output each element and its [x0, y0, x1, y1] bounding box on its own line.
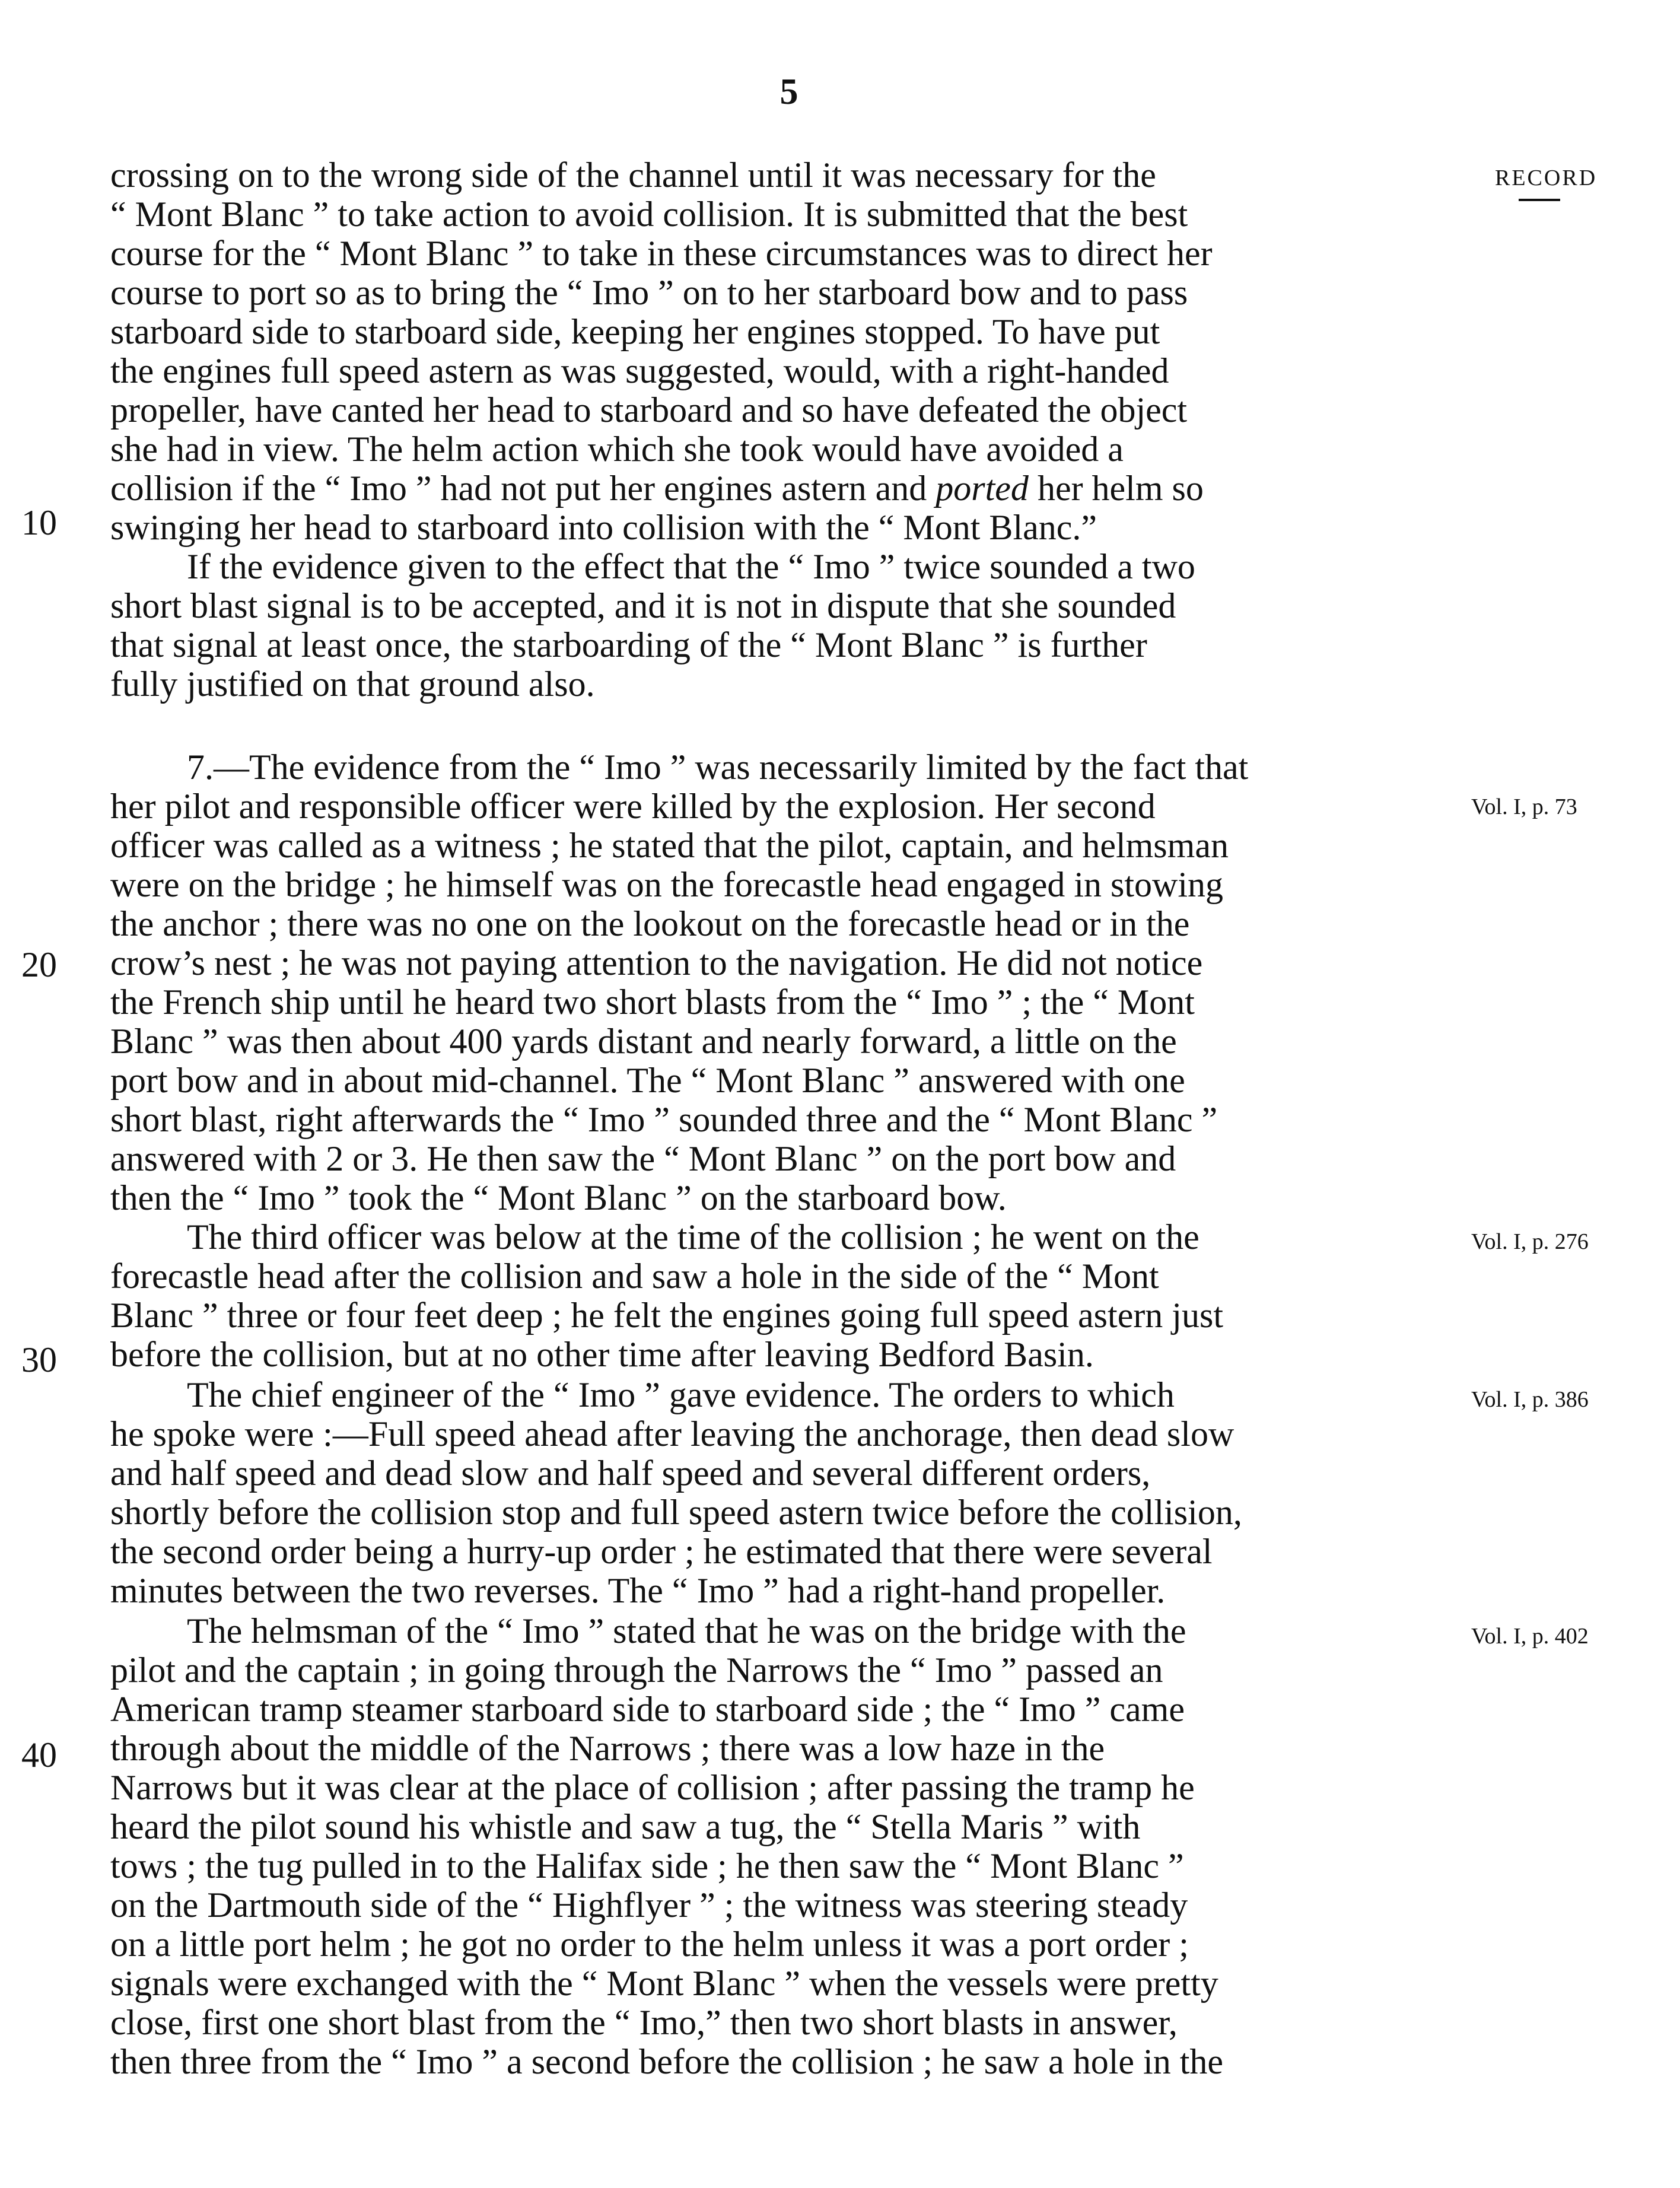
text-line: port bow and in about mid-channel. The “ Mont Blanc ” answered with one — [110, 1061, 1185, 1100]
text-line: and half speed and dead slow and half speed and several different orders, — [110, 1454, 1151, 1493]
text-line: pilot and the captain ; in going through the Narrows the “ Imo ” passed an — [110, 1650, 1163, 1690]
text-line: course for the “ Mont Blanc ” to take in these circumstances was to direct her — [110, 234, 1213, 273]
text-segment: her helm so — [1028, 469, 1204, 508]
text-line: minutes between the two reverses. The “ Imo ” had a right-hand propeller. — [110, 1571, 1166, 1610]
text-line: American tramp steamer starboard side to starboard side ; the “ Imo ” came — [110, 1690, 1185, 1729]
text-line: were on the bridge ; he himself was on the forecastle head engaged in stowing — [110, 865, 1224, 904]
text-line: propeller, have canted her head to starboard and so have defeated the object — [110, 390, 1188, 430]
text-line: then three from the “ Imo ” a second before the collision ; he saw a hole in the — [110, 2042, 1223, 2081]
text-line: her pilot and responsible officer were killed by the explosion. Her second — [110, 787, 1156, 826]
text-line: officer was called as a witness ; he stated that the pilot, captain, and helmsman — [110, 826, 1229, 865]
text-line: on a little port helm ; he got no order to the helm unless it was a port order ; — [110, 1925, 1189, 1964]
text-line: the second order being a hurry-up order ; he estimated that there were several — [110, 1532, 1213, 1571]
text-line: close, first one short blast from the “ Imo,” then two short blasts in answer, — [110, 2003, 1178, 2042]
text-line: the engines full speed astern as was suggested, would, with a right-handed — [110, 351, 1169, 390]
text-line — [110, 469, 1204, 508]
page-number: 5 — [779, 72, 798, 112]
text-line: heard the pilot sound his whistle and saw a tug, the “ Stella Maris ” with — [110, 1807, 1141, 1846]
text-line: 7.—The evidence from the “ Imo ” was necessarily limited by the fact that — [187, 748, 1249, 787]
text-line: short blast signal is to be accepted, and it is not in dispute that she sounded — [110, 586, 1176, 625]
text-line: tows ; the tug pulled in to the Halifax side ; he then saw the “ Mont Blanc ” — [110, 1846, 1184, 1885]
text-line: he spoke were :—Full speed ahead after leaving the anchorage, then dead slow — [110, 1414, 1234, 1454]
text-line: then the “ Imo ” took the “ Mont Blanc ” on the starboard bow. — [110, 1178, 1007, 1217]
margin-header-record: RECORD — [1495, 166, 1598, 190]
text-line: The chief engineer of the “ Imo ” gave evidence. The orders to which — [187, 1375, 1175, 1414]
text-line: swinging her head to starboard into collision with the “ Mont Blanc.” — [110, 508, 1097, 547]
italic-word: ported — [936, 469, 1029, 508]
text-line: the French ship until he heard two short blasts from the “ Imo ” ; the “ Mont — [110, 982, 1195, 1022]
text-line: course to port so as to bring the “ Imo ” on to her starboard bow and to pass — [110, 273, 1188, 312]
text-line: before the collision, but at no other time after leaving Bedford Basin. — [110, 1335, 1094, 1374]
text-line: she had in view. The helm action which she took would have avoided a — [110, 430, 1124, 469]
text-line: crow’s nest ; he was not paying attention to the navigation. He did not notice — [110, 943, 1203, 982]
text-line: Blanc ” was then about 400 yards distant and nearly forward, a little on the — [110, 1022, 1177, 1061]
text-line: signals were exchanged with the “ Mont Blanc ” when the vessels were pretty — [110, 1964, 1218, 2003]
margin-reference: Vol. I, p. 386 — [1471, 1387, 1589, 1412]
text-line: starboard side to starboard side, keeping her engines stopped. To have put — [110, 312, 1160, 351]
text-line: answered with 2 or 3. He then saw the “ Mont Blanc ” on the port bow and — [110, 1139, 1176, 1178]
text-line: shortly before the collision stop and full speed astern twice before the collision, — [110, 1493, 1242, 1532]
text-line: The helmsman of the “ Imo ” stated that he was on the bridge with the — [187, 1611, 1186, 1650]
margin-dash — [1519, 199, 1560, 201]
text-line: “ Mont Blanc ” to take action to avoid collision. It is submitted that the best — [110, 195, 1188, 234]
margin-reference: Vol. I, p. 73 — [1471, 794, 1577, 819]
text-line: The third officer was below at the time of the collision ; he went on the — [187, 1217, 1199, 1257]
text-line: crossing on to the wrong side of the channel until it was necessary for the — [110, 155, 1156, 195]
line-number-10: 10 — [21, 503, 57, 542]
text-line: forecastle head after the collision and saw a hole in the side of the “ Mont — [110, 1257, 1159, 1296]
line-number-30: 30 — [21, 1340, 57, 1379]
text-line: short blast, right afterwards the “ Imo ” sounded three and the “ Mont Blanc ” — [110, 1100, 1218, 1139]
text-segment: collision if the “ Imo ” had not put her engines astern and — [110, 469, 936, 508]
text-line: Narrows but it was clear at the place of collision ; after passing the tramp he — [110, 1768, 1195, 1807]
text-line: that signal at least once, the starboarding of the “ Mont Blanc ” is further — [110, 625, 1147, 664]
text-line: the anchor ; there was no one on the lookout on the forecastle head or in the — [110, 904, 1190, 943]
text-line: If the evidence given to the effect that the “ Imo ” twice sounded a two — [187, 547, 1195, 586]
text-line: fully justified on that ground also. — [110, 664, 595, 704]
margin-reference: Vol. I, p. 402 — [1471, 1624, 1589, 1649]
line-number-40: 40 — [21, 1735, 57, 1774]
text-line: through about the middle of the Narrows ; there was a low haze in the — [110, 1729, 1105, 1768]
line-number-20: 20 — [21, 945, 57, 984]
margin-reference: Vol. I, p. 276 — [1471, 1229, 1589, 1254]
text-line: on the Dartmouth side of the “ Highflyer ” ; the witness was steering steady — [110, 1885, 1188, 1925]
text-line: Blanc ” three or four feet deep ; he felt the engines going full speed astern just — [110, 1296, 1223, 1335]
